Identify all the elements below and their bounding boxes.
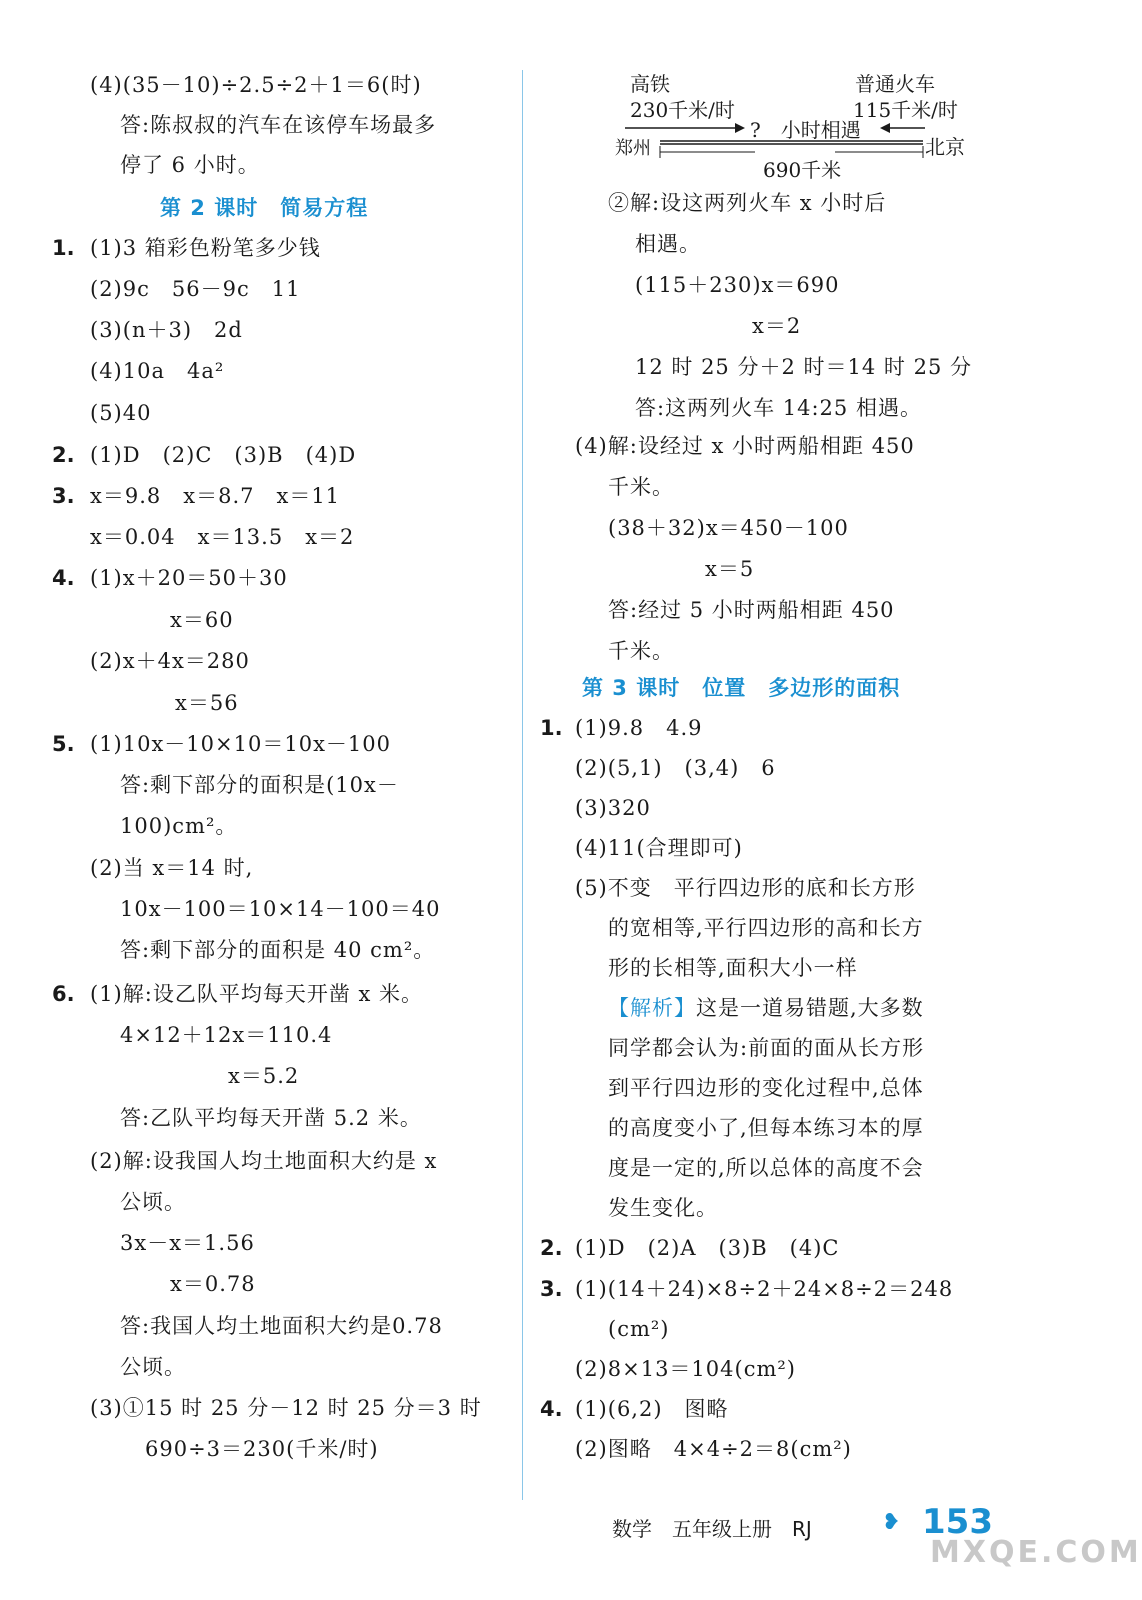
answer-line: (4)11(合理即可) <box>575 836 743 860</box>
answer-line: 发生变化。 <box>608 1196 718 1220</box>
answer-line: (4)10a 4a² <box>90 359 225 383</box>
diagram-lines <box>625 68 1005 188</box>
answer-line: x＝2 <box>752 314 802 338</box>
answer-line: (1)D (2)C (3)B (4)D <box>90 443 357 467</box>
answer-line: (5)40 <box>90 401 152 425</box>
answer-line: x＝9.8 x＝8.7 x＝11 <box>90 484 341 508</box>
answer-line: (2)8×13＝104(cm²) <box>575 1357 796 1381</box>
answer-line: (cm²) <box>608 1317 670 1341</box>
answer-line: (1)9.8 4.9 <box>575 716 703 740</box>
answer-line: (2)x＋4x＝280 <box>90 649 250 673</box>
answer-line: (2)当 x＝14 时, <box>90 856 254 880</box>
answer-line: (38＋32)x＝450－100 <box>608 516 849 540</box>
diagram-right-label: 普通火车 <box>855 72 935 96</box>
answer-line: 的高度变小了,但每本练习本的厚 <box>608 1116 924 1140</box>
question-number: 2. <box>540 1236 563 1260</box>
answer-line: 公顷。 <box>120 1190 186 1214</box>
answer-line: (1)3 箱彩色粉笔多少钱 <box>90 236 321 260</box>
answer-line: 到平行四边形的变化过程中,总体 <box>608 1076 924 1100</box>
question-number: 4. <box>540 1397 563 1421</box>
analysis-text: 这是一道易错题,大多数 <box>696 996 924 1020</box>
section-heading: 第 2 课时 简易方程 <box>160 196 369 220</box>
answer-line: 公顷。 <box>120 1355 186 1379</box>
column-divider <box>522 70 523 1500</box>
answer-line: 答:陈叔叔的汽车在该停车场最多 <box>120 113 437 137</box>
answer-line: (3)(n＋3) 2d <box>90 318 243 342</box>
analysis-line <box>608 993 924 1023</box>
answer-line: 的宽相等,平行四边形的高和长方 <box>608 916 924 940</box>
answer-line: 答:乙队平均每天开凿 5.2 米。 <box>120 1106 422 1130</box>
answer-line: (1)10x－10×10＝10x－100 <box>90 732 391 756</box>
answer-line: (1)(14＋24)×8÷2＋24×8÷2＝248 <box>575 1277 954 1301</box>
answer-line: (1)D (2)A (3)B (4)C <box>575 1236 840 1260</box>
question-number: 5. <box>52 732 75 756</box>
answer-line: (2)9c 56－9c 11 <box>90 277 301 301</box>
diagram-from: 郑州 <box>615 138 651 159</box>
question-number: 6. <box>52 982 75 1006</box>
question-number: 1. <box>540 716 563 740</box>
answer-line: (2)(5,1) (3,4) 6 <box>575 756 776 780</box>
answer-line: (3)320 <box>575 796 651 820</box>
watermark: MXQE.COM <box>930 1535 1142 1570</box>
diagram-right-speed: 115千米/时 <box>853 98 958 122</box>
diagram-middle: ? 小时相遇 <box>750 118 861 142</box>
diagram-distance: 690千米 <box>763 158 842 182</box>
question-number: 4. <box>52 566 75 590</box>
diagram-to: 北京 <box>925 135 965 159</box>
answer-line: (5)不变 平行四边形的底和长方形 <box>575 876 916 900</box>
answer-line: 100)cm²。 <box>120 814 238 838</box>
answer-line: 度是一定的,所以总体的高度不会 <box>608 1156 924 1180</box>
train-diagram <box>615 68 1005 188</box>
answer-line: (4)(35－10)÷2.5÷2＋1＝6(时) <box>90 73 422 97</box>
footer-text: 数学 五年级上册 RJ <box>612 1517 812 1541</box>
answer-line: x＝5.2 <box>228 1064 300 1088</box>
answer-line: 相遇。 <box>635 232 701 256</box>
answer-line: 千米。 <box>608 475 674 499</box>
answer-line: x＝0.78 <box>170 1272 256 1296</box>
answer-line: (115＋230)x＝690 <box>635 273 840 297</box>
answer-line: 形的长相等,面积大小一样 <box>608 956 858 980</box>
diagram-left-speed: 230千米/时 <box>630 98 735 122</box>
answer-line: x＝56 <box>175 691 239 715</box>
answer-line: ②解:设这两列火车 x 小时后 <box>608 191 887 215</box>
answer-line: 4×12＋12x＝110.4 <box>120 1023 333 1047</box>
answer-line: (1)x＋20＝50＋30 <box>90 566 288 590</box>
section-heading: 第 3 课时 位置 多边形的面积 <box>582 676 901 700</box>
answer-line: 10x－100＝10×14－100＝40 <box>120 897 441 921</box>
answer-line: 答:经过 5 小时两船相距 450 <box>608 598 895 622</box>
answer-line: x＝60 <box>170 608 234 632</box>
answer-line: 答:我国人均土地面积大约是0.78 <box>120 1314 443 1338</box>
answer-line: x＝5 <box>705 557 755 581</box>
question-number: 3. <box>540 1277 563 1301</box>
question-number: 1. <box>52 236 75 260</box>
answer-line: (2)图略 4×4÷2＝8(cm²) <box>575 1437 852 1461</box>
answer-line: (2)解:设我国人均土地面积大约是 x <box>90 1149 438 1173</box>
answer-line: (1)(6,2) 图略 <box>575 1397 729 1421</box>
diagram-left-label: 高铁 <box>630 72 670 96</box>
answer-line: 答:剩下部分的面积是 40 cm²。 <box>120 938 436 962</box>
answer-line: 停了 6 小时。 <box>120 153 260 177</box>
answer-line: (4)解:设经过 x 小时两船相距 450 <box>575 434 915 458</box>
answer-line: (3)①15 时 25 分－12 时 25 分＝3 时 <box>90 1396 482 1420</box>
page-number: 153 <box>922 1502 993 1542</box>
answer-line: 答:这两列火车 14:25 相遇。 <box>635 396 922 420</box>
analysis-tag: 【解析】 <box>608 996 696 1020</box>
bird-icon: ❥ <box>882 1510 901 1535</box>
question-number: 3. <box>52 484 75 508</box>
answer-line: 690÷3＝230(千米/时) <box>145 1437 379 1461</box>
answer-line: (1)解:设乙队平均每天开凿 x 米。 <box>90 982 424 1006</box>
answer-line: 12 时 25 分＋2 时＝14 时 25 分 <box>635 355 972 379</box>
answer-line: 答:剩下部分的面积是(10x－ <box>120 773 399 797</box>
question-number: 2. <box>52 443 75 467</box>
answer-line: 同学都会认为:前面的面从长方形 <box>608 1036 925 1060</box>
answer-line: x＝0.04 x＝13.5 x＝2 <box>90 525 355 549</box>
answer-line: 3x－x＝1.56 <box>120 1231 255 1255</box>
answer-line: 千米。 <box>608 639 674 663</box>
